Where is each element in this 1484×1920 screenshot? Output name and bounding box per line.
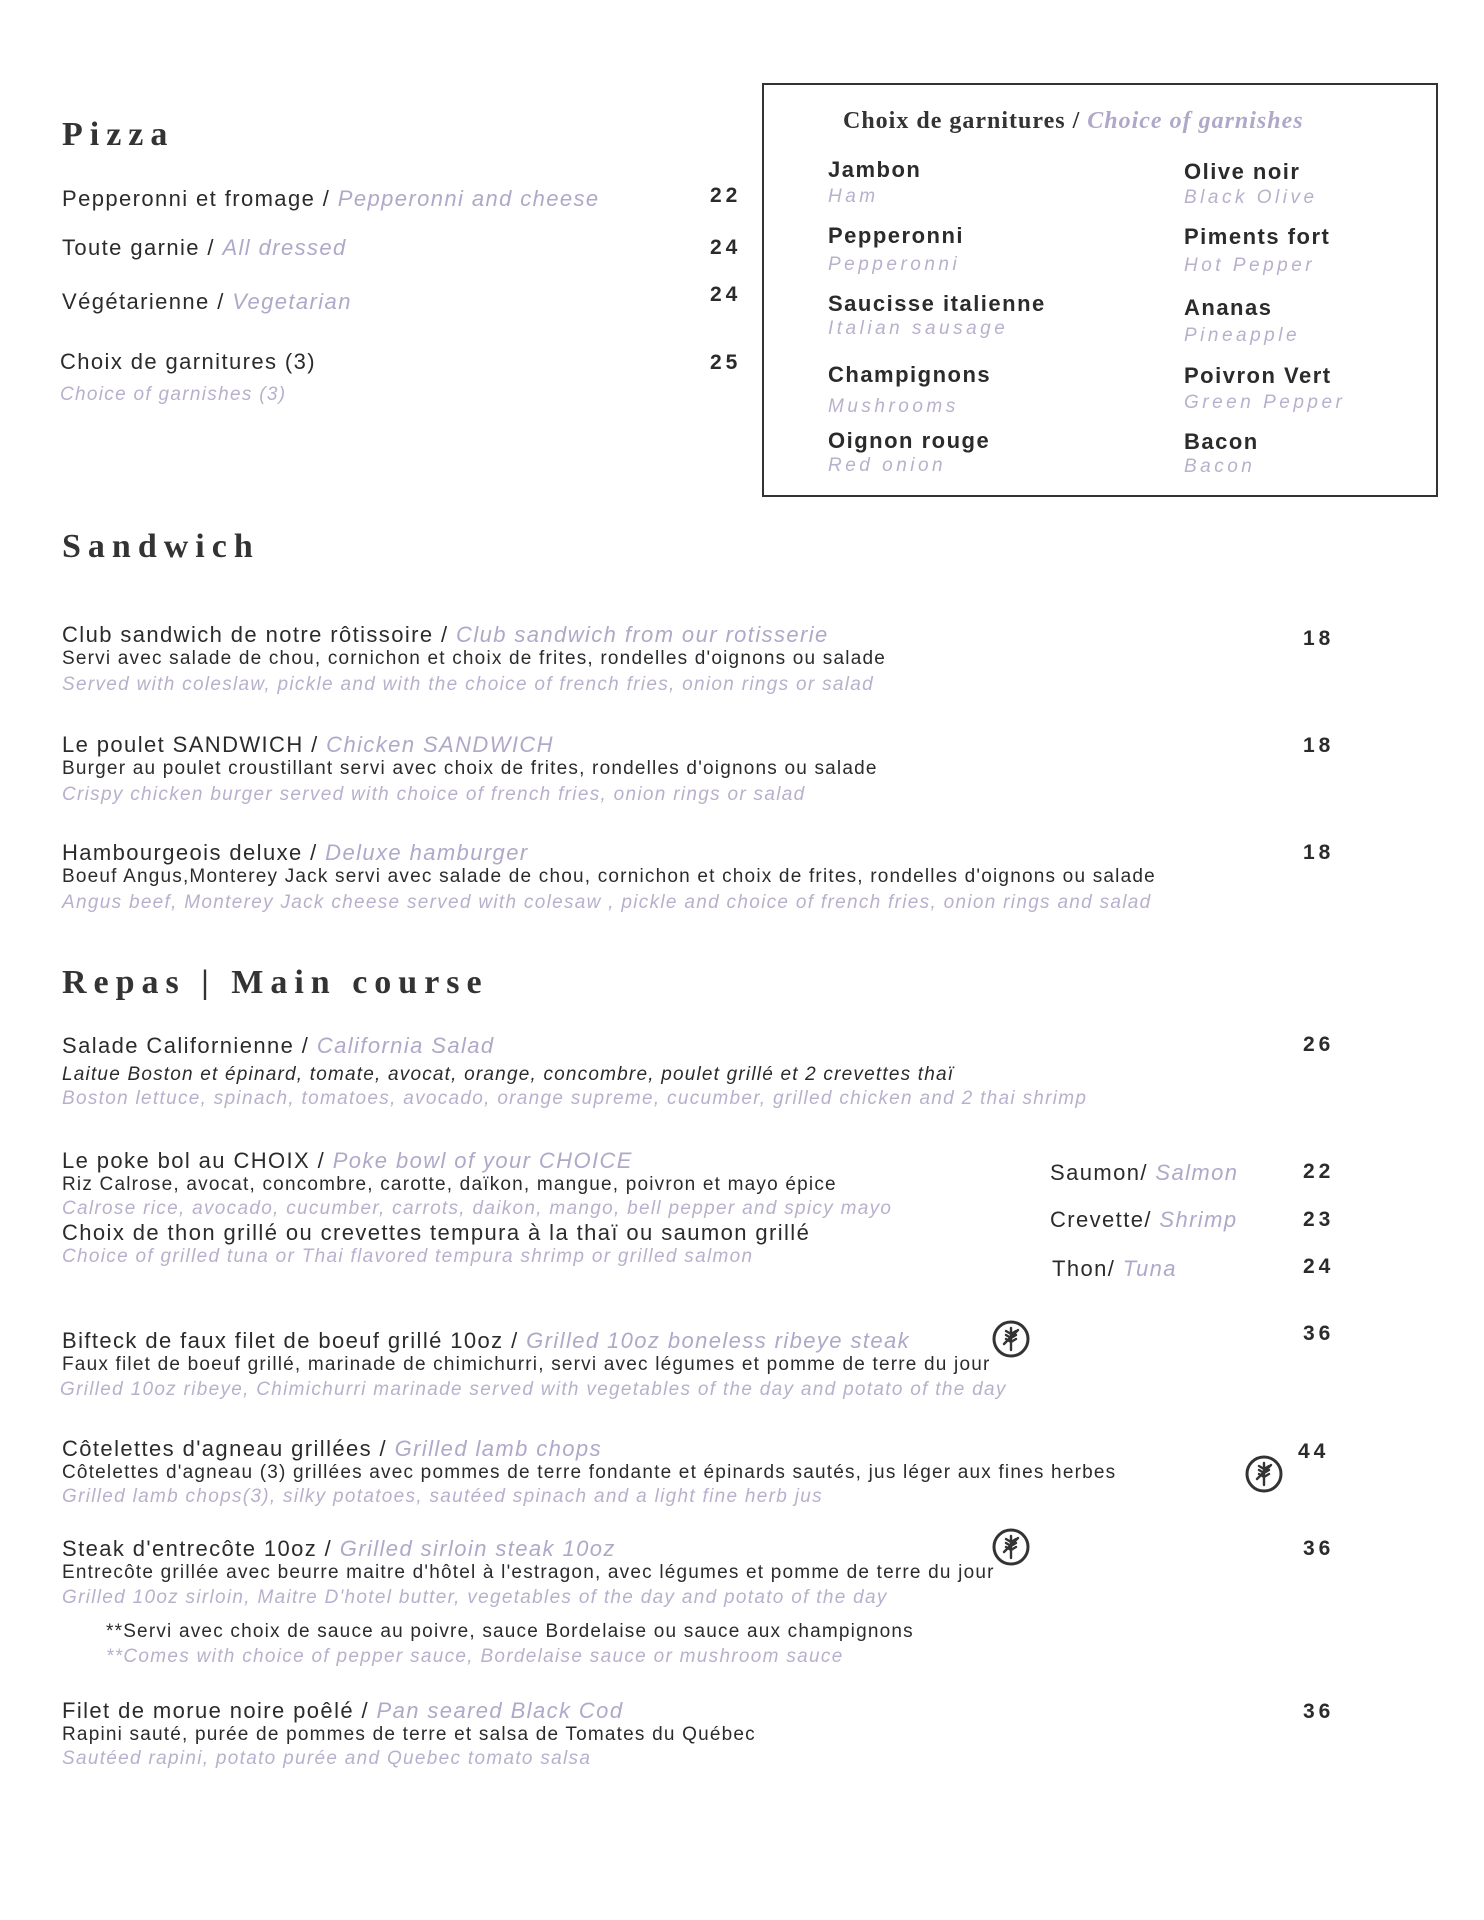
item-desc-fr: Boeuf Angus,Monterey Jack servi avec salade de chou, cornichon et choix de frites, rondelles d'oignons ou salade bbox=[62, 866, 1156, 887]
item-name-fr: Salade Californienne bbox=[62, 1033, 295, 1058]
item-desc-fr: Servi avec salade de chou, cornichon et choix de frites, rondelles d'oignons ou salade bbox=[62, 648, 886, 669]
item-name-en: Vegetarian bbox=[232, 289, 352, 314]
item-name-fr: Filet de morue noire poêlé bbox=[62, 1698, 354, 1723]
garnish-red-onion-en: Red onion bbox=[828, 455, 947, 476]
price: 24 bbox=[710, 236, 742, 259]
price: 36 bbox=[1303, 1700, 1335, 1723]
item-desc-en: Grilled 10oz ribeye, Chimichurri marinade served with vegetables of the day and potato of the day bbox=[60, 1379, 1007, 1400]
garnish-italian-sausage: Saucisse italienne bbox=[828, 291, 1046, 316]
price: 26 bbox=[1303, 1033, 1335, 1056]
pizza-item-all-dressed bbox=[62, 235, 347, 261]
garnish-pepperoni-en: Pepperonni bbox=[828, 254, 961, 275]
separator: / bbox=[315, 186, 338, 211]
item-name-fr: Steak d'entrecôte 10oz bbox=[62, 1536, 318, 1561]
item-name-en: All dressed bbox=[222, 235, 347, 260]
price: 24 bbox=[1303, 1255, 1335, 1278]
separator: / bbox=[372, 1436, 395, 1461]
sandwich-chicken bbox=[62, 732, 554, 758]
poke-choice-en: Choice of grilled tuna or Thai flavored tempura shrimp or grilled salmon bbox=[62, 1246, 754, 1267]
item-name-en: Grilled sirloin steak 10oz bbox=[339, 1536, 616, 1561]
item-desc-en: Boston lettuce, spinach, tomatoes, avocado, orange supreme, cucumber, grilled chicken and 2 thai shrimp bbox=[62, 1088, 1088, 1109]
separator: / bbox=[199, 235, 223, 260]
pizza-item-vegetarian bbox=[62, 289, 352, 315]
item-desc-en: Sautéed rapini, potato purée and Quebec tomato salsa bbox=[62, 1748, 592, 1769]
separator: / bbox=[302, 840, 326, 865]
item-desc-en: Angus beef, Monterey Jack cheese served with colesaw , pickle and choice of french fries, onion rings and salad bbox=[62, 892, 1152, 913]
garnishes-title-fr: Choix de garnitures bbox=[843, 108, 1066, 134]
poke-option-shrimp bbox=[1050, 1207, 1237, 1233]
item-name-en: Pan seared Black Cod bbox=[376, 1698, 624, 1723]
item-name-fr: Club sandwich de notre rôtissoire bbox=[62, 622, 434, 647]
price: 22 bbox=[1303, 1160, 1335, 1183]
gluten-free-wheat-icon bbox=[992, 1528, 1030, 1566]
main-course-section-title: Repas | Main course bbox=[62, 964, 489, 1001]
garnish-pepperoni: Pepperonni bbox=[828, 223, 965, 248]
item-name-fr: Pepperonni et fromage bbox=[62, 186, 316, 211]
item-name-en: Poke bowl of your CHOICE bbox=[332, 1148, 633, 1173]
garnish-red-onion: Oignon rouge bbox=[828, 428, 991, 453]
garnish-italian-sausage-en: Italian sausage bbox=[828, 318, 1009, 339]
garnishes-title bbox=[843, 108, 1304, 135]
sauce-note-en: **Comes with choice of pepper sauce, Bordelaise sauce or mushroom sauce bbox=[106, 1646, 844, 1667]
main-california-salad bbox=[62, 1033, 495, 1059]
item-name-fr: Le poke bol au CHOIX bbox=[62, 1148, 311, 1173]
item-name-fr: Toute garnie bbox=[62, 235, 200, 260]
item-name-fr: Le poulet SANDWICH bbox=[62, 732, 304, 757]
garnish-ham: Jambon bbox=[828, 157, 922, 182]
item-desc-fr: Laitue Boston et épinard, tomate, avocat, orange, concombre, poulet grillé et 2 crevettes thaï bbox=[62, 1064, 955, 1085]
item-desc-fr: Faux filet de boeuf grillé, marinade de chimichurri, servi avec légumes et pomme de terre du jour bbox=[62, 1354, 991, 1375]
separator: / bbox=[1065, 108, 1088, 134]
garnish-hot-pepper: Piments fort bbox=[1184, 224, 1331, 249]
item-name-en: Grilled 10oz boneless ribeye steak bbox=[526, 1328, 911, 1353]
pizza-section-title: Pizza bbox=[62, 116, 175, 153]
sandwich-section-title: Sandwich bbox=[62, 528, 260, 565]
garnishes-title-en: Choice of garnishes bbox=[1087, 108, 1304, 134]
price: 44 bbox=[1298, 1440, 1330, 1463]
price: 22 bbox=[710, 184, 742, 207]
garnish-black-olive-en: Black Olive bbox=[1184, 187, 1318, 208]
separator: / bbox=[317, 1536, 340, 1561]
option-en: Tuna bbox=[1122, 1256, 1177, 1281]
item-name-en: Chicken SANDWICH bbox=[326, 732, 554, 757]
item-name-en: Club sandwich from our rotisserie bbox=[456, 622, 829, 647]
item-desc-fr: Entrecôte grillée avec beurre maitre d'hôtel à l'estragon, avec légumes et pomme de terre du jour bbox=[62, 1562, 995, 1583]
item-name-en: California Salad bbox=[316, 1033, 495, 1058]
item-desc-en: Grilled 10oz sirloin, Maitre D'hotel butter, vegetables of the day and potato of the day bbox=[62, 1587, 888, 1608]
separator: / bbox=[303, 732, 327, 757]
item-name-en: Pepperonni and cheese bbox=[337, 186, 600, 211]
separator: / bbox=[294, 1033, 317, 1058]
garnish-bacon: Bacon bbox=[1184, 429, 1259, 454]
item-desc-en: Grilled lamb chops(3), silky potatoes, sautéed spinach and a light fine herb jus bbox=[62, 1486, 823, 1507]
item-name-en: Grilled lamb chops bbox=[394, 1436, 602, 1461]
garnish-mushrooms-en: Mushrooms bbox=[828, 396, 959, 417]
main-ribeye-steak bbox=[62, 1328, 910, 1354]
price: 25 bbox=[710, 351, 742, 374]
price: 18 bbox=[1303, 627, 1335, 650]
sauce-note-fr: **Servi avec choix de sauce au poivre, sauce Bordelaise ou sauce aux champignons bbox=[106, 1621, 914, 1642]
garnish-bacon-en: Bacon bbox=[1184, 456, 1256, 477]
poke-option-tuna bbox=[1052, 1256, 1177, 1282]
option-fr: Thon/ bbox=[1052, 1256, 1116, 1281]
item-desc-en: Calrose rice, avocado, cucumber, carrots, daikon, mango, bell pepper and spicy mayo bbox=[62, 1198, 893, 1219]
garnish-green-pepper-en: Green Pepper bbox=[1184, 392, 1346, 413]
option-fr: Crevette/ bbox=[1050, 1207, 1152, 1232]
garnish-black-olive: Olive noir bbox=[1184, 159, 1301, 184]
option-en: Shrimp bbox=[1159, 1207, 1238, 1232]
item-name-fr: Côtelettes d'agneau grillées bbox=[62, 1436, 373, 1461]
poke-choice-fr: Choix de thon grillé ou crevettes tempura à la thaï ou saumon grillé bbox=[62, 1220, 811, 1245]
item-name-fr: Végétarienne bbox=[62, 289, 210, 314]
item-desc-en: Crispy chicken burger served with choice of french fries, onion rings or salad bbox=[62, 784, 806, 805]
poke-option-salmon bbox=[1050, 1160, 1238, 1186]
item-desc-fr: Côtelettes d'agneau (3) grillées avec pommes de terre fondante et épinards sautés, jus léger aux fines herbes bbox=[62, 1462, 1117, 1483]
garnish-green-pepper: Poivron Vert bbox=[1184, 363, 1332, 388]
main-poke-bowl bbox=[62, 1148, 633, 1174]
option-fr: Saumon/ bbox=[1050, 1160, 1148, 1185]
item-desc-fr: Rapini sauté, purée de pommes de terre et salsa de Tomates du Québec bbox=[62, 1724, 756, 1745]
sandwich-club bbox=[62, 622, 829, 648]
garnish-mushrooms: Champignons bbox=[828, 362, 992, 387]
separator: / bbox=[433, 622, 457, 647]
main-lamb-chops bbox=[62, 1436, 602, 1462]
item-desc-en: Served with coleslaw, pickle and with the choice of french fries, onion rings or salad bbox=[62, 674, 874, 695]
price: 23 bbox=[1303, 1208, 1335, 1231]
price: 18 bbox=[1303, 734, 1335, 757]
gluten-free-wheat-icon bbox=[992, 1320, 1030, 1358]
main-sirloin-steak bbox=[62, 1536, 616, 1562]
separator: / bbox=[503, 1328, 527, 1353]
price: 24 bbox=[710, 283, 742, 306]
item-name-fr: Bifteck de faux filet de boeuf grillé 10oz bbox=[62, 1328, 504, 1353]
item-desc-fr: Riz Calrose, avocat, concombre, carotte, daïkon, mangue, poivron et mayo épice bbox=[62, 1174, 837, 1195]
pizza-item-garnishes: Choix de garnitures (3) bbox=[60, 349, 316, 374]
option-en: Salmon bbox=[1155, 1160, 1239, 1185]
price: 18 bbox=[1303, 841, 1335, 864]
separator: / bbox=[354, 1698, 377, 1723]
item-name-en: Deluxe hamburger bbox=[325, 840, 529, 865]
item-desc-fr: Burger au poulet croustillant servi avec choix de frites, rondelles d'oignons ou salade bbox=[62, 758, 878, 779]
garnish-ham-en: Ham bbox=[828, 186, 879, 207]
garnish-pineapple: Ananas bbox=[1184, 295, 1273, 320]
sandwich-deluxe-hamburger bbox=[62, 840, 529, 866]
price: 36 bbox=[1303, 1537, 1335, 1560]
garnish-pineapple-en: Pineapple bbox=[1184, 325, 1301, 346]
pizza-item-pepperoni bbox=[62, 186, 600, 212]
gluten-free-wheat-icon bbox=[1245, 1455, 1283, 1493]
separator: / bbox=[209, 289, 233, 314]
pizza-item-garnishes-en: Choice of garnishes (3) bbox=[60, 384, 287, 405]
item-name-fr: Hambourgeois deluxe bbox=[62, 840, 303, 865]
price: 36 bbox=[1303, 1322, 1335, 1345]
main-black-cod bbox=[62, 1698, 623, 1724]
separator: / bbox=[310, 1148, 333, 1173]
garnish-hot-pepper-en: Hot Pepper bbox=[1184, 255, 1316, 276]
